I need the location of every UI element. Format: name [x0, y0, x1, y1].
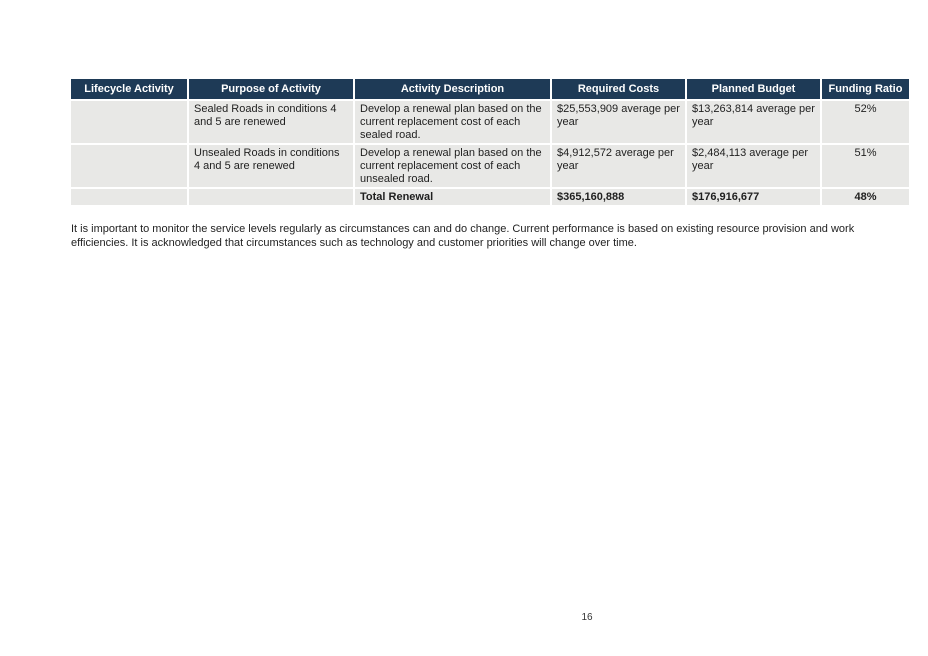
- header-required-costs: Required Costs: [552, 79, 685, 99]
- cell-lifecycle-activity: [71, 145, 187, 187]
- lifecycle-activity-table: [69, 77, 911, 207]
- table-row: [71, 145, 909, 187]
- header-planned-budget: Planned Budget: [687, 79, 820, 99]
- cell-description: Develop a renewal plan based on the current replacement cost of each unsealed road.: [355, 145, 550, 187]
- header-activity-description: Activity Description: [355, 79, 550, 99]
- total-label: Total Renewal: [355, 189, 550, 205]
- table-row: [71, 101, 909, 143]
- total-planned-budget: $176,916,677: [687, 189, 820, 205]
- cell-funding-ratio: 51%: [822, 145, 909, 187]
- cell-purpose: Sealed Roads in conditions 4 and 5 are renewed: [189, 101, 353, 143]
- cell-required-costs: $25,553,909 average per year: [552, 101, 685, 143]
- cell-funding-ratio: 52%: [822, 101, 909, 143]
- cell-total-empty: [71, 189, 187, 205]
- cell-planned-budget: $2,484,113 average per year: [687, 145, 820, 187]
- table-header-row: [71, 79, 909, 99]
- header-funding-ratio: Funding Ratio: [822, 79, 909, 99]
- cell-planned-budget: $13,263,814 average per year: [687, 101, 820, 143]
- total-funding-ratio: 48%: [822, 189, 909, 205]
- cell-purpose: Unsealed Roads in conditions 4 and 5 are renewed: [189, 145, 353, 187]
- cell-description: Develop a renewal plan based on the current replacement cost of each sealed road.: [355, 101, 550, 143]
- total-row: [71, 189, 909, 205]
- cell-required-costs: $4,912,572 average per year: [552, 145, 685, 187]
- header-lifecycle-activity: Lifecycle Activity: [71, 79, 187, 99]
- header-purpose-of-activity: Purpose of Activity: [189, 79, 353, 99]
- cell-total-empty: [189, 189, 353, 205]
- service-levels-note: It is important to monitor the service levels regularly as circumstances can and do change. Current performance is based on existing resource provision and work efficiencies. It is acknowledged that circumstances such as technology and customer priorities will change over time.: [71, 223, 855, 249]
- page-number: 16: [581, 612, 593, 623]
- cell-lifecycle-activity: [71, 101, 187, 143]
- total-required-costs: $365,160,888: [552, 189, 685, 205]
